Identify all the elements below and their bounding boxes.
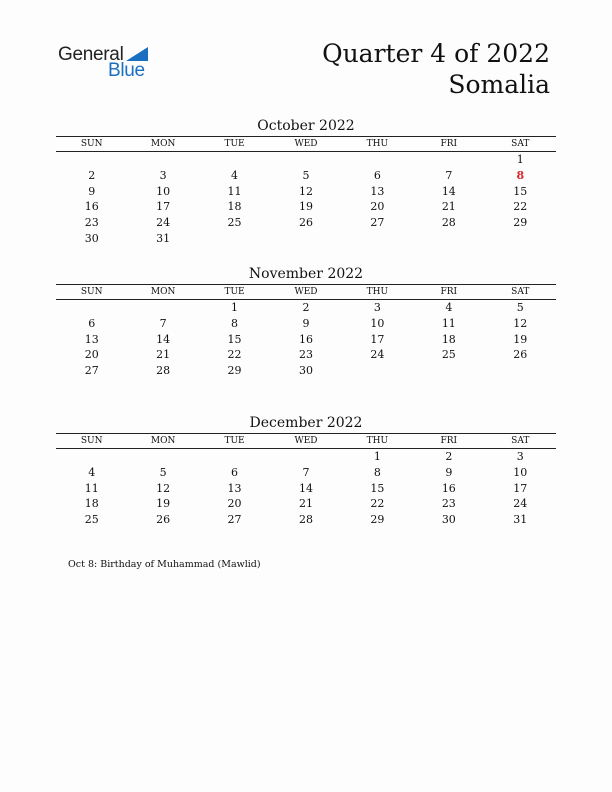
calendar-grid: [56, 284, 556, 379]
week-row: [56, 300, 556, 316]
weekday-header: SAT: [485, 434, 556, 449]
day-cell: 30: [441, 513, 456, 527]
weekday-header: TUE: [199, 137, 270, 152]
day-cell: 6: [231, 465, 239, 479]
day-cell: 27: [84, 364, 99, 378]
week-row: [56, 512, 556, 528]
country-title: Somalia: [448, 70, 550, 99]
day-cell: 23: [298, 348, 313, 362]
weekday-header: MON: [127, 285, 198, 300]
day-cell: 2: [445, 450, 453, 463]
day-cell: 5: [302, 168, 310, 182]
day-cell: 16: [84, 200, 99, 214]
week-row: [56, 481, 556, 497]
day-cell: 25: [84, 513, 99, 527]
weekday-header: THU: [342, 285, 413, 300]
empty-day-cell: [485, 231, 556, 247]
day-cell: 1: [516, 153, 524, 166]
day-cell: 27: [227, 513, 242, 527]
day-cell: 12: [298, 184, 313, 198]
day-cell: 19: [298, 200, 313, 214]
weekday-header: SUN: [56, 434, 127, 449]
day-cell: 8: [516, 168, 525, 182]
day-cell: 5: [159, 465, 167, 479]
empty-day-cell: [199, 449, 270, 465]
day-cell: 26: [298, 216, 313, 230]
week-row: [56, 449, 556, 465]
day-cell: 7: [302, 465, 310, 479]
day-cell: 4: [231, 168, 239, 182]
day-cell: 14: [441, 184, 456, 198]
day-cell: 28: [156, 364, 171, 378]
calendar-grid: [56, 136, 556, 247]
day-cell: 21: [156, 348, 171, 362]
day-cell: 23: [441, 497, 456, 511]
day-cell: 14: [156, 332, 171, 346]
weekday-header: SUN: [56, 285, 127, 300]
month-title: October 2022: [257, 118, 355, 134]
day-cell: 28: [441, 216, 456, 230]
day-cell: 15: [227, 332, 242, 346]
day-cell: 8: [231, 316, 239, 330]
day-cell: 21: [298, 497, 313, 511]
day-cell: 2: [302, 301, 310, 314]
day-cell: 9: [445, 465, 453, 479]
empty-day-cell: [127, 449, 198, 465]
weekday-header: TUE: [199, 285, 270, 300]
day-cell: 24: [513, 497, 528, 511]
weekday-header: FRI: [413, 434, 484, 449]
logo-word-general: General: [58, 44, 124, 65]
day-cell: 11: [84, 481, 99, 495]
empty-day-cell: [342, 231, 413, 247]
week-row: [56, 496, 556, 512]
month-title: November 2022: [248, 266, 364, 282]
calendar-grid: [56, 433, 556, 528]
holiday-note: Oct 8: Birthday of Muhammad (Mawlid): [68, 559, 261, 570]
day-cell: 31: [156, 231, 171, 245]
day-cell: 20: [84, 348, 99, 362]
week-row: [56, 199, 556, 215]
day-cell: 29: [227, 364, 242, 378]
weekday-header: WED: [270, 434, 341, 449]
day-cell: 18: [84, 497, 99, 511]
week-row: [56, 332, 556, 348]
day-cell: 31: [513, 513, 528, 527]
day-cell: 30: [84, 231, 99, 245]
day-cell: 7: [445, 168, 453, 182]
empty-day-cell: [270, 152, 341, 168]
month-november: [56, 264, 556, 379]
week-row: [56, 184, 556, 200]
day-cell: 25: [227, 216, 242, 230]
day-cell: 1: [231, 301, 239, 314]
page-title: [322, 38, 550, 100]
weekday-header: THU: [342, 137, 413, 152]
day-cell: 29: [513, 216, 528, 230]
day-cell: 22: [227, 348, 242, 362]
day-cell: 29: [370, 513, 385, 527]
week-row: [56, 168, 556, 184]
month-october: [56, 116, 556, 247]
quarter-title: Quarter 4 of 2022: [322, 39, 550, 68]
day-cell: 28: [298, 513, 313, 527]
day-cell: 25: [441, 348, 456, 362]
day-cell: 12: [156, 481, 171, 495]
day-cell: 8: [373, 465, 381, 479]
empty-day-cell: [413, 152, 484, 168]
day-cell: 22: [370, 497, 385, 511]
week-row: [56, 231, 556, 247]
weekday-header: SAT: [485, 285, 556, 300]
day-cell: 12: [513, 316, 528, 330]
day-cell: 4: [445, 301, 453, 314]
month-december: [56, 413, 556, 528]
empty-day-cell: [413, 231, 484, 247]
general-blue-logo: [58, 44, 168, 84]
weekday-header: FRI: [413, 285, 484, 300]
week-row: [56, 152, 556, 168]
day-cell: 14: [298, 481, 313, 495]
day-cell: 15: [370, 481, 385, 495]
day-cell: 17: [156, 200, 171, 214]
day-cell: 11: [441, 316, 456, 330]
empty-day-cell: [342, 152, 413, 168]
week-row: [56, 215, 556, 231]
empty-day-cell: [56, 449, 127, 465]
weekday-header: WED: [270, 137, 341, 152]
day-cell: 13: [84, 332, 99, 346]
empty-day-cell: [270, 231, 341, 247]
weekday-header: WED: [270, 285, 341, 300]
logo-triangle-icon: [126, 47, 148, 61]
day-cell: 9: [302, 316, 310, 330]
weekday-header: SUN: [56, 137, 127, 152]
day-cell: 3: [159, 168, 167, 182]
day-cell: 10: [370, 316, 385, 330]
week-row: [56, 316, 556, 332]
day-cell: 3: [373, 301, 381, 314]
month-title: December 2022: [249, 415, 363, 431]
day-cell: 6: [373, 168, 381, 182]
week-row: [56, 465, 556, 481]
day-cell: 20: [370, 200, 385, 214]
week-row: [56, 363, 556, 379]
day-cell: 10: [513, 465, 528, 479]
day-cell: 26: [156, 513, 171, 527]
day-cell: 19: [156, 497, 171, 511]
day-cell: 4: [88, 465, 96, 479]
day-cell: 20: [227, 497, 242, 511]
empty-day-cell: [56, 300, 127, 316]
empty-day-cell: [342, 363, 413, 379]
day-cell: 18: [227, 200, 242, 214]
day-cell: 24: [370, 348, 385, 362]
day-cell: 26: [513, 348, 528, 362]
day-cell: 23: [84, 216, 99, 230]
day-cell: 30: [298, 364, 313, 378]
empty-day-cell: [270, 449, 341, 465]
day-cell: 10: [156, 184, 171, 198]
weekday-header: TUE: [199, 434, 270, 449]
logo-word-blue: Blue: [108, 60, 145, 81]
weekday-header: FRI: [413, 137, 484, 152]
day-cell: 6: [88, 316, 96, 330]
empty-day-cell: [413, 363, 484, 379]
weekday-header: MON: [127, 137, 198, 152]
day-cell: 19: [513, 332, 528, 346]
empty-day-cell: [56, 152, 127, 168]
day-cell: 5: [516, 301, 524, 314]
day-cell: 7: [159, 316, 167, 330]
day-cell: 17: [370, 332, 385, 346]
day-cell: 22: [513, 200, 528, 214]
day-cell: 16: [441, 481, 456, 495]
empty-day-cell: [199, 152, 270, 168]
empty-day-cell: [127, 300, 198, 316]
empty-day-cell: [127, 152, 198, 168]
week-row: [56, 347, 556, 363]
day-cell: 15: [513, 184, 528, 198]
empty-day-cell: [199, 231, 270, 247]
day-cell: 3: [516, 450, 524, 463]
empty-day-cell: [485, 363, 556, 379]
day-cell: 18: [441, 332, 456, 346]
day-cell: 27: [370, 216, 385, 230]
day-cell: 13: [370, 184, 385, 198]
day-cell: 9: [88, 184, 96, 198]
weekday-header: THU: [342, 434, 413, 449]
weekday-header: SAT: [485, 137, 556, 152]
day-cell: 2: [88, 168, 96, 182]
day-cell: 24: [156, 216, 171, 230]
day-cell: 13: [227, 481, 242, 495]
day-cell: 1: [373, 450, 381, 463]
day-cell: 21: [441, 200, 456, 214]
day-cell: 16: [298, 332, 313, 346]
day-cell: 17: [513, 481, 528, 495]
day-cell: 11: [227, 184, 242, 198]
weekday-header: MON: [127, 434, 198, 449]
